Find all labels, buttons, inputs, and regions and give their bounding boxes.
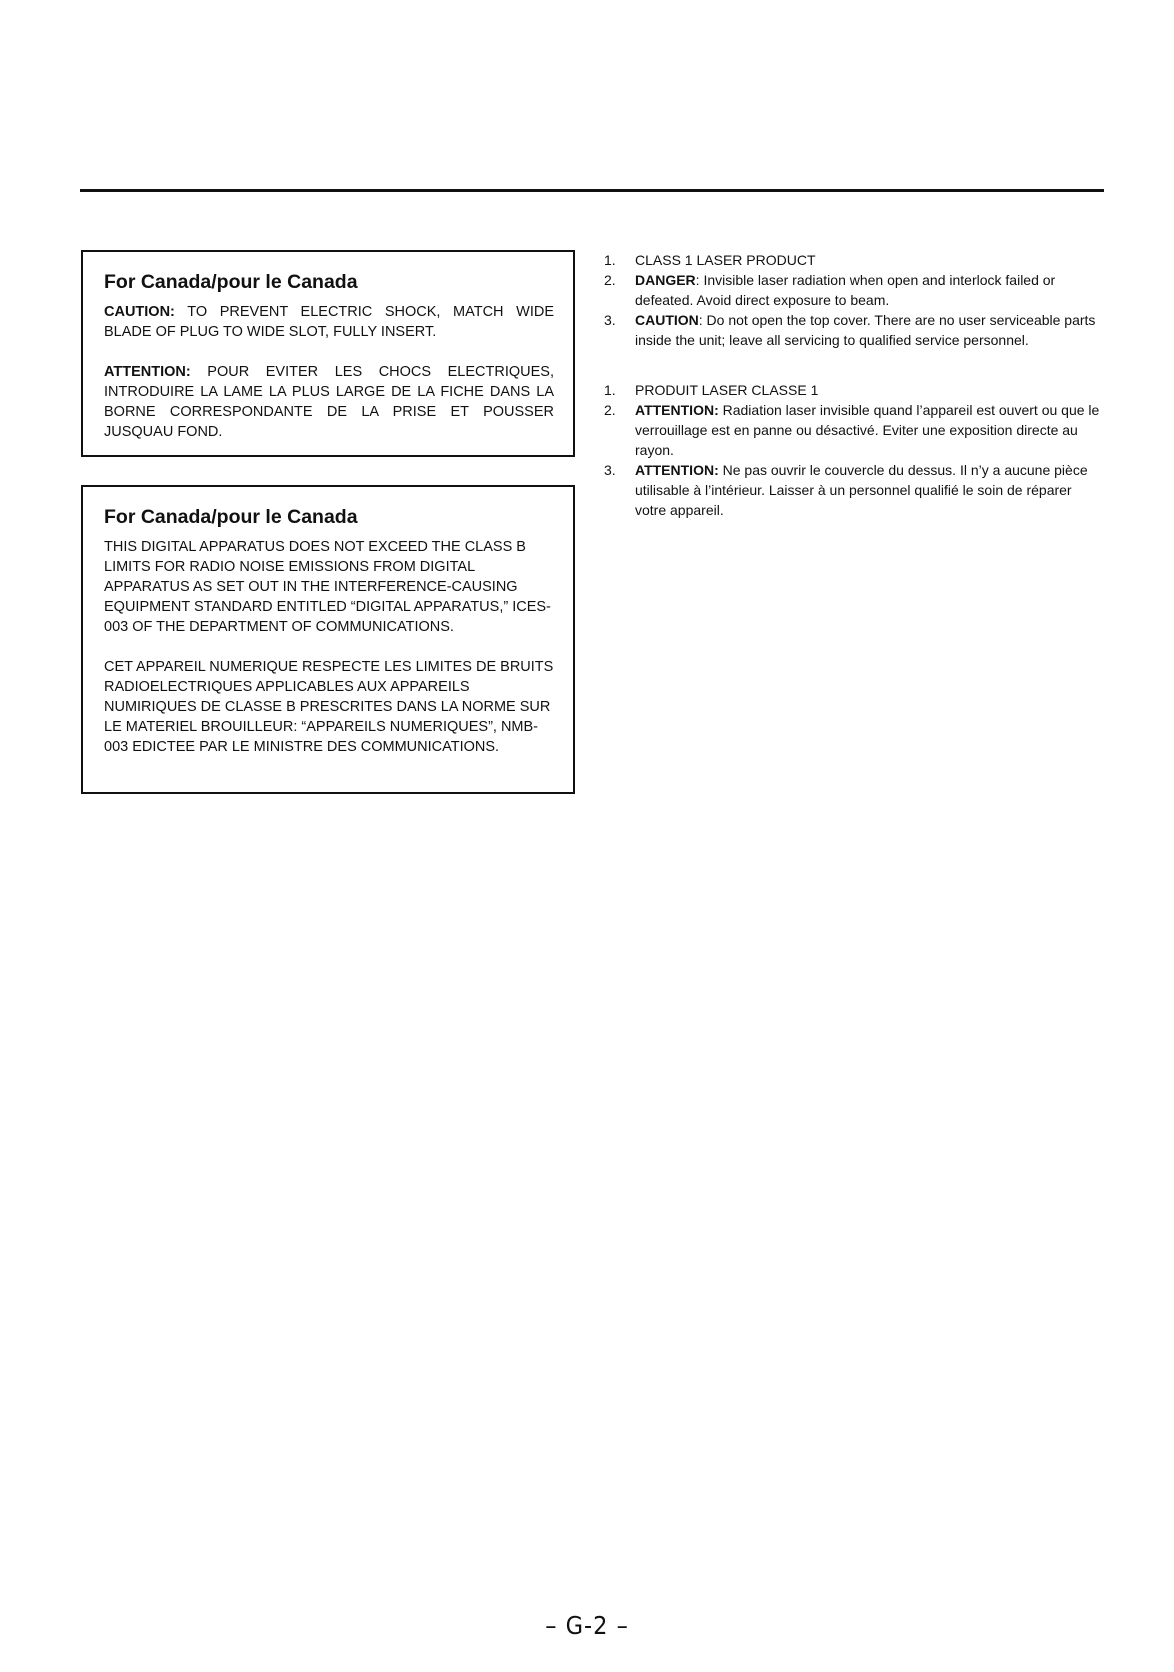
list-item bbox=[604, 460, 1104, 520]
caution-lead: CAUTION: bbox=[104, 304, 175, 320]
item-number: 3. bbox=[604, 462, 616, 478]
box-title: For Canada/pour le Canada bbox=[104, 506, 358, 528]
item-text: Radiation laser invisible quand l’appareil est ouvert ou que le verrouillage est en panne ou désactivé. Eviter une exposition directe au rayon. bbox=[635, 402, 1100, 458]
item-text: CLASS 1 LASER PRODUCT bbox=[635, 252, 816, 268]
item-number: 1. bbox=[604, 382, 616, 398]
canada-plug-notice-box bbox=[81, 250, 575, 457]
item-lead: CAUTION bbox=[635, 312, 699, 328]
french-notice: CET APPAREIL NUMERIQUE RESPECTE LES LIMITES DE BRUITS RADIOELECTRIQUES APPLICABLES AUX APPAREILS NUMIRIQUES DE CLASSE B PRESCRITES DANS LA NORME SUR LE MATERIEL BROUILLEUR: “APPAREILS NUMERIQUES”, NMB-003 EDICTEE PAR LE MINISTRE DES COMMUNICATIONS. bbox=[104, 659, 554, 755]
canada-digital-apparatus-box bbox=[81, 485, 575, 794]
attention-paragraph bbox=[104, 362, 554, 442]
item-text: Ne pas ouvrir le couvercle du dessus. Il n’y a aucune pièce utilisable à l’intérieur. Laisser à un personnel qualifié le soin de réparer votre appareil. bbox=[635, 462, 1088, 518]
box-title: For Canada/pour le Canada bbox=[104, 271, 358, 293]
laser-list-english bbox=[604, 250, 1104, 350]
item-number: 3. bbox=[604, 312, 616, 328]
english-notice: THIS DIGITAL APPARATUS DOES NOT EXCEED THE CLASS B LIMITS FOR RADIO NOISE EMISSIONS FROM DIGITAL APPARATUS AS SET OUT IN THE INTERFERENCE-CAUSING EQUIPMENT STANDARD ENTITLED “DIGITAL APPARATUS,” ICES-003 OF THE DEPARTMENT OF COMMUNICATIONS. bbox=[104, 539, 551, 635]
caution-text: TO PREVENT ELECTRIC SHOCK, MATCH WIDE BLADE OF PLUG TO WIDE SLOT, FULLY INSERT. bbox=[104, 304, 554, 340]
list-item bbox=[604, 250, 1104, 270]
item-number: 2. bbox=[604, 402, 616, 418]
list-item bbox=[604, 270, 1104, 310]
attention-lead: ATTENTION: bbox=[104, 364, 191, 380]
list-item bbox=[604, 380, 1104, 400]
item-number: 1. bbox=[604, 252, 616, 268]
item-lead: ATTENTION: bbox=[635, 462, 719, 478]
item-lead: ATTENTION: bbox=[635, 402, 719, 418]
item-lead: DANGER bbox=[635, 272, 696, 288]
item-text: : Do not open the top cover. There are no user serviceable parts inside the unit; leave all servicing to qualified service personnel. bbox=[635, 312, 1096, 348]
item-number: 2. bbox=[604, 272, 616, 288]
list-item bbox=[604, 400, 1104, 460]
top-rule bbox=[80, 189, 1104, 192]
laser-notices-column bbox=[604, 250, 1104, 520]
page-number: – G-2 – bbox=[545, 1611, 629, 1640]
item-text: PRODUIT LASER CLASSE 1 bbox=[635, 382, 819, 398]
caution-paragraph bbox=[104, 302, 554, 342]
list-item bbox=[604, 310, 1104, 350]
laser-list-french bbox=[604, 380, 1104, 520]
item-text: : Invisible laser radiation when open and interlock failed or defeated. Avoid direct exposure to beam. bbox=[635, 272, 1056, 308]
attention-text: POUR EVITER LES CHOCS ELECTRIQUES, INTRODUIRE LA LAME LA PLUS LARGE DE LA FICHE DANS LA BORNE CORRESPONDANTE DE LA PRISE ET POUSSER JUSQUAU FOND. bbox=[104, 364, 554, 440]
